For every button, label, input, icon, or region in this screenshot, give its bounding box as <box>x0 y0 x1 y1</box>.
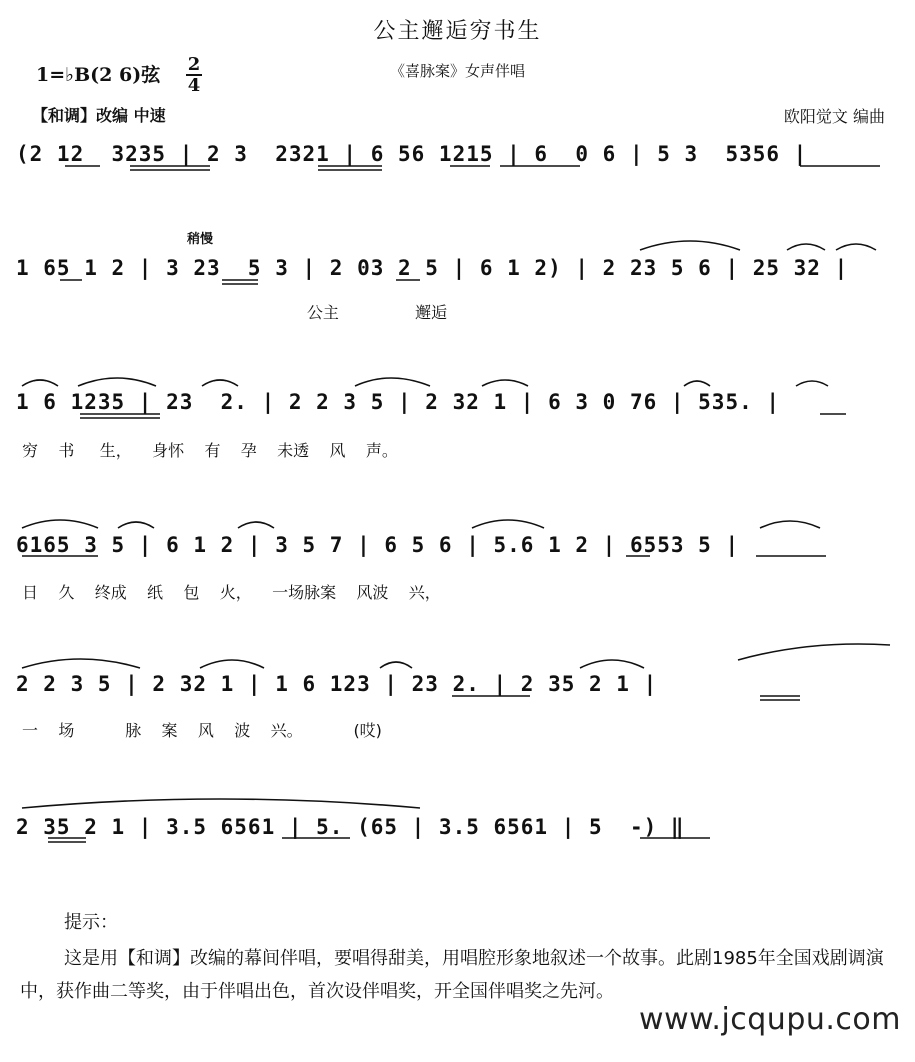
song-subtitle: 《喜脉案》女声伴唱 <box>389 62 525 80</box>
time-signature-top: 2 <box>187 54 201 75</box>
lyrics-line-3: 穷 书 生， 身怀 有 孕 未透 风 声。 <box>22 441 398 460</box>
score-system-3: 1 6 1235 | 23 2. | 2 2 3 5 | 2 32 1 | 6 3 0 76 | 535. | <box>16 390 781 414</box>
lyrics-line-5: 一 场 脉 案 风 波 兴。 (哎) <box>22 721 382 740</box>
lyrics-line-2: 公主 邂逅 <box>22 303 448 322</box>
lyrics-line-4: 日 久 终成 纸 包 火， 一场脉案 风波 兴， <box>22 583 441 602</box>
score-system-1: (2 12 3235 | 2 3 2321 | 6 56 1215 | 6 0 6 | 5 3 5356 | <box>16 142 808 166</box>
score-system-5: 2 2 3 5 | 2 32 1 | 1 6 123 | 23 2. | 2 35 2 1 | <box>16 672 658 696</box>
tips-label: 提示： <box>64 912 118 933</box>
key-signature: 1=♭B(2 6)弦 <box>36 64 161 86</box>
site-watermark: www.jcqupu.com <box>639 1002 901 1037</box>
time-signature-bottom: 4 <box>187 75 201 96</box>
score-system-2: 1 65 1 2 | 3 23 5 3 | 2 03 2 5 | 6 1 2) | 2 23 5 6 | 25 32 | <box>16 256 849 280</box>
tips-text: 这是用【和调】改编的幕间伴唱，要唱得甜美，用唱腔形象地叙述一个故事。此剧1985年全国戏剧调演中，获作曲二等奖，由于伴唱出色，首次设伴唱奖，开全国伴唱奖之先河。 <box>20 948 884 1002</box>
score-system-6: 2 35 2 1 | 3.5 6561 | 5. (65 | 3.5 6561 | 5 -) ‖ <box>16 815 685 839</box>
song-title: 公主邂逅穷书生 <box>373 19 542 44</box>
arrangement-method: 【和调】改编 中速 <box>32 106 166 125</box>
tempo-mark: 稍慢 <box>187 232 214 247</box>
composer-credit: 欧阳觉文 编曲 <box>783 107 885 126</box>
score-system-4: 6165 3 5 | 6 1 2 | 3 5 7 | 6 5 6 | 5.6 1 2 | 6553 5 | <box>16 533 740 557</box>
